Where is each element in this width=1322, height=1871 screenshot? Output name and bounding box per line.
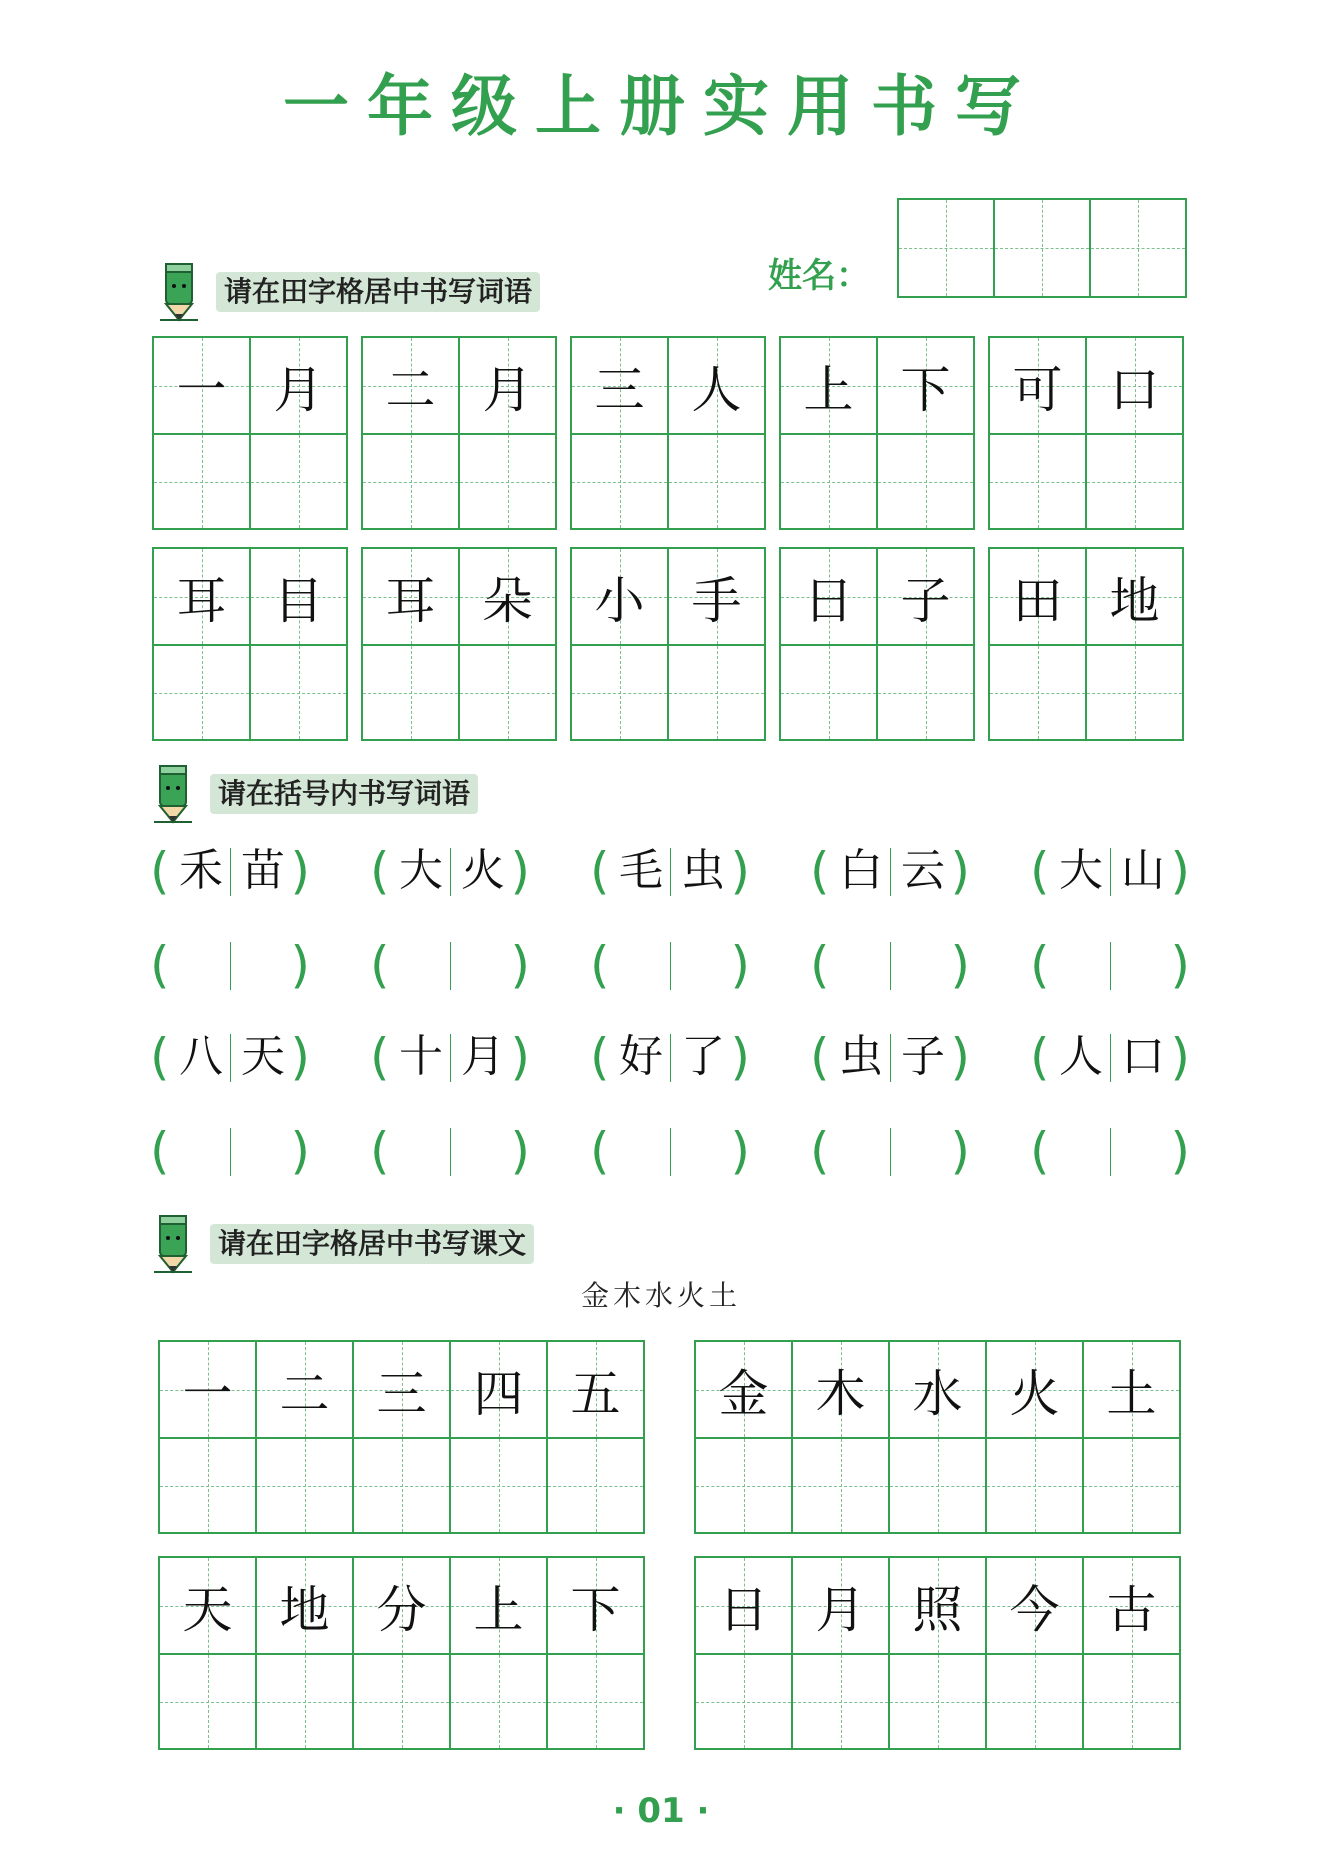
- right-paren: ): [950, 1122, 970, 1180]
- writing-cell[interactable]: [987, 1437, 1082, 1532]
- model-char-cell: [696, 1558, 791, 1653]
- grid-column: [696, 1558, 791, 1748]
- model-character: 人: [691, 360, 742, 419]
- bracket-char: 虫: [681, 845, 725, 896]
- model-char-cell: [669, 549, 764, 644]
- model-character: 子: [900, 571, 951, 630]
- writing-cell[interactable]: [990, 433, 1085, 528]
- writing-cell[interactable]: [572, 644, 667, 739]
- writing-cell[interactable]: [354, 1653, 449, 1748]
- model-char-cell: [890, 1342, 985, 1437]
- bracket-char: 白: [839, 845, 883, 896]
- model-character: 耳: [385, 571, 436, 630]
- model-character: 三: [594, 360, 645, 419]
- model-character: 三: [376, 1364, 427, 1423]
- model-character: 天: [182, 1580, 233, 1639]
- bracket-divider: [670, 1034, 671, 1082]
- writing-cell[interactable]: [1087, 644, 1182, 739]
- section-label: 请在括号内书写词语: [210, 774, 478, 814]
- section-header-text: [150, 1210, 750, 1266]
- model-char-cell: [793, 1558, 888, 1653]
- grid-column: [249, 338, 346, 528]
- bracket-divider: [890, 848, 891, 896]
- pencil-icon: [156, 258, 202, 322]
- bracket-char: 火: [461, 845, 505, 896]
- bracket-word: [810, 836, 970, 906]
- bracket-char: 毛: [619, 845, 663, 896]
- grid-column: [363, 338, 458, 528]
- model-character: 可: [1012, 360, 1063, 419]
- model-char-cell: [1087, 549, 1182, 644]
- writing-cell[interactable]: [990, 644, 1085, 739]
- writing-cell[interactable]: [251, 644, 346, 739]
- grid-column: [876, 338, 973, 528]
- bracket-word: [810, 1022, 970, 1092]
- model-character: 二: [385, 360, 436, 419]
- bracket-divider: [230, 942, 231, 990]
- writing-cell[interactable]: [451, 1437, 546, 1532]
- tianzige-grid: [988, 547, 1184, 741]
- section-header-words: [156, 258, 756, 314]
- bracket-divider: [890, 942, 891, 990]
- writing-cell[interactable]: [987, 1653, 1082, 1748]
- model-character: 手: [691, 571, 742, 630]
- right-paren: ): [510, 1122, 530, 1180]
- pencil-icon: [150, 760, 196, 824]
- writing-cell[interactable]: [793, 1437, 888, 1532]
- right-paren: ): [730, 936, 750, 994]
- tianzige-grid: [694, 1556, 1181, 1750]
- grid-column: [352, 1558, 449, 1748]
- model-char-cell: [990, 338, 1085, 433]
- writing-cell[interactable]: [251, 433, 346, 528]
- writing-cell[interactable]: [878, 644, 973, 739]
- left-paren: (: [810, 936, 830, 994]
- model-character: 地: [279, 1580, 330, 1639]
- grid-column: [990, 338, 1085, 528]
- right-paren: ): [290, 936, 310, 994]
- section-label: 请在田字格居中书写课文: [210, 1224, 534, 1264]
- bracket-divider: [450, 848, 451, 896]
- right-paren: ): [510, 936, 530, 994]
- left-paren: (: [810, 1028, 830, 1086]
- bracket-blank[interactable]: [150, 930, 310, 1000]
- grid-column: [363, 549, 458, 739]
- bracket-char: 子: [901, 1031, 945, 1082]
- right-paren: ): [1170, 1028, 1190, 1086]
- section-label: 请在田字格居中书写词语: [216, 272, 540, 312]
- model-char-cell: [154, 338, 249, 433]
- left-paren: (: [810, 1122, 830, 1180]
- grid-column: [255, 1558, 352, 1748]
- writing-cell[interactable]: [354, 1437, 449, 1532]
- writing-cell[interactable]: [160, 1653, 255, 1748]
- bracket-divider: [1110, 848, 1111, 896]
- bracket-char: 好: [619, 1031, 663, 1082]
- grid-column: [791, 1558, 888, 1748]
- left-paren: (: [590, 842, 610, 900]
- model-character: 小: [594, 571, 645, 630]
- writing-cell[interactable]: [1084, 1437, 1179, 1532]
- model-char-cell: [696, 1342, 791, 1437]
- writing-cell[interactable]: [460, 433, 555, 528]
- model-char-cell: [251, 549, 346, 644]
- bracket-divider: [230, 1034, 231, 1082]
- model-char-cell: [878, 549, 973, 644]
- left-paren: (: [1030, 842, 1050, 900]
- bracket-row-blank: [150, 1116, 1190, 1186]
- model-char-cell: [1084, 1342, 1179, 1437]
- model-character: 古: [1106, 1580, 1157, 1639]
- grid-column: [458, 338, 555, 528]
- model-char-cell: [160, 1558, 255, 1653]
- bracket-blank[interactable]: [150, 1116, 310, 1186]
- name-cell[interactable]: [899, 200, 993, 296]
- grid-column: [696, 1342, 791, 1532]
- writing-cell[interactable]: [572, 433, 667, 528]
- grid-column: [154, 338, 249, 528]
- grid-column: [781, 338, 876, 528]
- model-char-cell: [451, 1558, 546, 1653]
- grid-column: [546, 1558, 643, 1748]
- writing-cell[interactable]: [451, 1653, 546, 1748]
- bracket-divider: [230, 1128, 231, 1176]
- grid-column: [985, 1558, 1082, 1748]
- grid-column: [458, 549, 555, 739]
- model-char-cell: [257, 1342, 352, 1437]
- writing-cell[interactable]: [793, 1653, 888, 1748]
- bracket-divider: [450, 1034, 451, 1082]
- model-char-cell: [987, 1558, 1082, 1653]
- bracket-blank[interactable]: [370, 930, 530, 1000]
- model-character: 上: [803, 360, 854, 419]
- grid-column: [546, 1342, 643, 1532]
- writing-cell[interactable]: [669, 644, 764, 739]
- model-char-cell: [460, 338, 555, 433]
- grid-column: [572, 549, 667, 739]
- writing-cell[interactable]: [1087, 433, 1182, 528]
- bracket-blank[interactable]: [1030, 930, 1190, 1000]
- bracket-blank[interactable]: [810, 930, 970, 1000]
- model-char-cell: [460, 549, 555, 644]
- model-character: 四: [473, 1364, 524, 1423]
- model-char-cell: [354, 1342, 449, 1437]
- model-character: 月: [815, 1580, 866, 1639]
- model-char-cell: [793, 1342, 888, 1437]
- writing-cell[interactable]: [548, 1653, 643, 1748]
- writing-cell[interactable]: [363, 433, 458, 528]
- grid-column: [154, 549, 249, 739]
- writing-cell[interactable]: [363, 644, 458, 739]
- right-paren: ): [290, 842, 310, 900]
- grid-column: [888, 1342, 985, 1532]
- bracket-divider: [450, 1128, 451, 1176]
- model-character: 二: [279, 1364, 330, 1423]
- model-char-cell: [548, 1342, 643, 1437]
- model-char-cell: [1084, 1558, 1179, 1653]
- pencil-icon: [150, 1210, 196, 1274]
- writing-cell[interactable]: [890, 1437, 985, 1532]
- name-cell[interactable]: [1089, 200, 1185, 296]
- bracket-char: 十: [399, 1031, 443, 1082]
- bracket-word: [370, 836, 530, 906]
- right-paren: ): [950, 936, 970, 994]
- model-character: 五: [570, 1364, 621, 1423]
- bracket-word: [590, 836, 750, 906]
- bracket-char: 天: [241, 1031, 285, 1082]
- bracket-char: 大: [1059, 845, 1103, 896]
- tianzige-grid: [988, 336, 1184, 530]
- tianzige-grid: [158, 1556, 645, 1750]
- bracket-divider: [670, 942, 671, 990]
- model-character: 木: [815, 1364, 866, 1423]
- bracket-char: 云: [901, 845, 945, 896]
- page-title: 一年级上册实用书写: [283, 68, 1039, 145]
- left-paren: (: [370, 936, 390, 994]
- grid-column: [1082, 1558, 1179, 1748]
- model-character: 日: [718, 1580, 769, 1639]
- model-char-cell: [1087, 338, 1182, 433]
- writing-cell[interactable]: [696, 1437, 791, 1532]
- bracket-divider: [230, 848, 231, 896]
- left-paren: (: [1030, 1122, 1050, 1180]
- tianzige-grid: [570, 547, 766, 741]
- left-paren: (: [810, 842, 830, 900]
- grid-column: [249, 549, 346, 739]
- grid-column: [1082, 1342, 1179, 1532]
- model-char-cell: [363, 338, 458, 433]
- writing-cell[interactable]: [669, 433, 764, 528]
- right-paren: ): [1170, 1122, 1190, 1180]
- model-character: 照: [912, 1580, 963, 1639]
- bracket-word: [1030, 1022, 1190, 1092]
- model-character: 一: [176, 360, 227, 419]
- grid-column: [572, 338, 667, 528]
- left-paren: (: [590, 936, 610, 994]
- grid-column: [449, 1342, 546, 1532]
- writing-cell[interactable]: [257, 1653, 352, 1748]
- model-char-cell: [257, 1558, 352, 1653]
- left-paren: (: [590, 1028, 610, 1086]
- grid-column: [781, 549, 876, 739]
- model-char-cell: [251, 338, 346, 433]
- bracket-blank[interactable]: [590, 1116, 750, 1186]
- model-char-cell: [890, 1558, 985, 1653]
- bracket-char: 山: [1121, 845, 1165, 896]
- model-character: 上: [473, 1580, 524, 1639]
- left-paren: (: [150, 842, 170, 900]
- model-char-cell: [987, 1342, 1082, 1437]
- bracket-row-filled: [150, 1022, 1190, 1092]
- model-char-cell: [548, 1558, 643, 1653]
- bracket-divider: [670, 848, 671, 896]
- bracket-blank[interactable]: [590, 930, 750, 1000]
- bracket-divider: [890, 1034, 891, 1082]
- model-char-cell: [572, 338, 667, 433]
- left-paren: (: [370, 1122, 390, 1180]
- right-paren: ): [950, 1028, 970, 1086]
- grid-column: [667, 338, 764, 528]
- model-character: 日: [803, 571, 854, 630]
- model-character: 分: [376, 1580, 427, 1639]
- bracket-char: 口: [1121, 1031, 1165, 1082]
- model-character: 水: [912, 1364, 963, 1423]
- grid-column: [888, 1558, 985, 1748]
- model-character: 地: [1109, 571, 1160, 630]
- grid-column: [990, 549, 1085, 739]
- grid-column: [876, 549, 973, 739]
- left-paren: (: [150, 1028, 170, 1086]
- right-paren: ): [510, 1028, 530, 1086]
- writing-cell[interactable]: [154, 644, 249, 739]
- tianzige-grid: [158, 1340, 645, 1534]
- model-char-cell: [781, 338, 876, 433]
- writing-cell[interactable]: [460, 644, 555, 739]
- writing-cell[interactable]: [548, 1437, 643, 1532]
- right-paren: ): [290, 1122, 310, 1180]
- model-character: 目: [273, 571, 324, 630]
- bracket-char: 八: [179, 1031, 223, 1082]
- left-paren: (: [590, 1122, 610, 1180]
- model-char-cell: [878, 338, 973, 433]
- writing-cell[interactable]: [878, 433, 973, 528]
- right-paren: ): [730, 1122, 750, 1180]
- grid-column: [1085, 338, 1182, 528]
- bracket-char: 禾: [179, 845, 223, 896]
- grid-column: [791, 1342, 888, 1532]
- bracket-word: [1030, 836, 1190, 906]
- tianzige-grid: [361, 336, 557, 530]
- bracket-word: [150, 1022, 310, 1092]
- bracket-divider: [1110, 1034, 1111, 1082]
- model-character: 今: [1009, 1580, 1060, 1639]
- bracket-char: 人: [1059, 1031, 1103, 1082]
- right-paren: ): [950, 842, 970, 900]
- bracket-blank[interactable]: [370, 1116, 530, 1186]
- right-paren: ): [510, 842, 530, 900]
- model-character: 月: [273, 360, 324, 419]
- bracket-divider: [450, 942, 451, 990]
- bracket-divider: [1110, 942, 1111, 990]
- model-char-cell: [160, 1342, 255, 1437]
- model-char-cell: [669, 338, 764, 433]
- model-character: 火: [1009, 1364, 1060, 1423]
- right-paren: ): [1170, 936, 1190, 994]
- bracket-row-blank: [150, 930, 1190, 1000]
- left-paren: (: [1030, 1028, 1050, 1086]
- grid-column: [160, 1558, 255, 1748]
- writing-cell[interactable]: [890, 1653, 985, 1748]
- writing-cell[interactable]: [1084, 1653, 1179, 1748]
- name-input-grid[interactable]: [897, 198, 1187, 298]
- model-character: 口: [1109, 360, 1160, 419]
- bracket-word: [590, 1022, 750, 1092]
- model-char-cell: [572, 549, 667, 644]
- tianzige-grid: [152, 336, 348, 530]
- right-paren: ): [730, 1028, 750, 1086]
- grid-column: [1085, 549, 1182, 739]
- tianzige-grid: [152, 547, 348, 741]
- name-cell[interactable]: [993, 200, 1089, 296]
- model-character: 下: [570, 1580, 621, 1639]
- right-paren: ): [290, 1028, 310, 1086]
- bracket-blank[interactable]: [810, 1116, 970, 1186]
- writing-cell[interactable]: [160, 1437, 255, 1532]
- model-char-cell: [354, 1558, 449, 1653]
- left-paren: (: [370, 842, 390, 900]
- model-char-cell: [781, 549, 876, 644]
- left-paren: (: [1030, 936, 1050, 994]
- text-title: 金木水火土: [580, 1279, 741, 1312]
- grid-column: [985, 1342, 1082, 1532]
- model-character: 耳: [176, 571, 227, 630]
- left-paren: (: [150, 936, 170, 994]
- model-char-cell: [363, 549, 458, 644]
- model-character: 金: [718, 1364, 769, 1423]
- grid-column: [160, 1342, 255, 1532]
- left-paren: (: [370, 1028, 390, 1086]
- grid-column: [255, 1342, 352, 1532]
- bracket-divider: [890, 1128, 891, 1176]
- grid-column: [352, 1342, 449, 1532]
- model-character: 土: [1106, 1364, 1157, 1423]
- bracket-char: 月: [461, 1031, 505, 1082]
- name-label: 姓名：: [768, 256, 870, 296]
- model-char-cell: [990, 549, 1085, 644]
- page-number: · 01 ·: [612, 1791, 710, 1831]
- writing-cell[interactable]: [696, 1653, 791, 1748]
- bracket-divider: [1110, 1128, 1111, 1176]
- bracket-char: 大: [399, 845, 443, 896]
- right-paren: ): [730, 842, 750, 900]
- bracket-char: 苗: [241, 845, 285, 896]
- model-character: 一: [182, 1364, 233, 1423]
- model-character: 田: [1012, 571, 1063, 630]
- bracket-row-filled: [150, 836, 1190, 906]
- tianzige-grid: [779, 336, 975, 530]
- writing-cell[interactable]: [781, 433, 876, 528]
- bracket-blank[interactable]: [1030, 1116, 1190, 1186]
- model-character: 朵: [482, 571, 533, 630]
- model-character: 下: [900, 360, 951, 419]
- model-character: 月: [482, 360, 533, 419]
- grid-column: [667, 549, 764, 739]
- writing-cell[interactable]: [257, 1437, 352, 1532]
- tianzige-grid: [779, 547, 975, 741]
- writing-cell[interactable]: [154, 433, 249, 528]
- bracket-char: 了: [681, 1031, 725, 1082]
- section-header-brackets: [150, 760, 750, 816]
- left-paren: (: [150, 1122, 170, 1180]
- right-paren: ): [1170, 842, 1190, 900]
- model-char-cell: [451, 1342, 546, 1437]
- model-char-cell: [154, 549, 249, 644]
- writing-cell[interactable]: [781, 644, 876, 739]
- tianzige-grid: [694, 1340, 1181, 1534]
- grid-column: [449, 1558, 546, 1748]
- bracket-word: [150, 836, 310, 906]
- tianzige-grid: [570, 336, 766, 530]
- bracket-divider: [670, 1128, 671, 1176]
- bracket-word: [370, 1022, 530, 1092]
- bracket-char: 虫: [839, 1031, 883, 1082]
- tianzige-grid: [361, 547, 557, 741]
